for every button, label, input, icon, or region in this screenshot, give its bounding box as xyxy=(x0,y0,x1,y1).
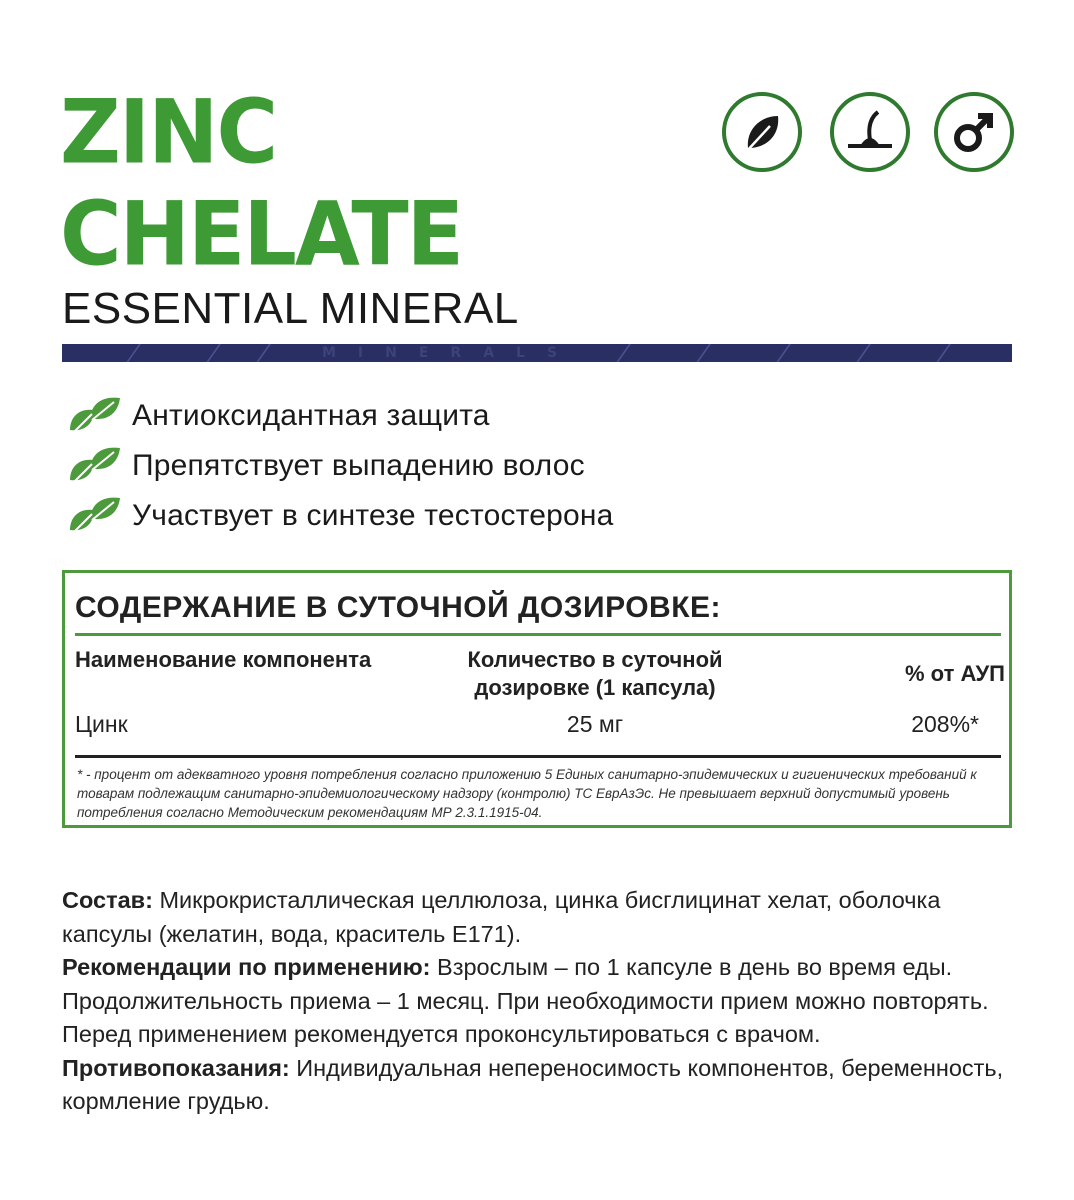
subtitle: ESSENTIAL MINERAL xyxy=(62,284,519,333)
badge-hair xyxy=(830,92,910,172)
badge-male xyxy=(934,92,1014,172)
hair-follicle-icon xyxy=(834,96,906,168)
benefit-item xyxy=(64,438,585,494)
leaves-icon xyxy=(64,440,124,492)
composition-block xyxy=(62,884,1022,1119)
benefit-item xyxy=(64,388,490,444)
leaves-icon xyxy=(64,390,124,442)
contraindications-label: Противопоказания: xyxy=(62,1054,290,1081)
band-text: MINERALS xyxy=(322,345,580,361)
header-qty: Количество в суточной дозировке (1 капсула) xyxy=(467,647,723,700)
divider xyxy=(75,755,1001,758)
title-line-2: CHELATE xyxy=(60,182,463,286)
badge-leaf xyxy=(722,92,802,172)
cell-pct: 208%* xyxy=(911,711,979,737)
title-line-1: ZINC xyxy=(60,80,277,184)
minerals-band xyxy=(62,344,1012,362)
cell-name: Цинк xyxy=(75,711,128,737)
benefit-text: Антиоксидантная защита xyxy=(132,399,490,432)
header-name: Наименование компонента xyxy=(75,647,372,672)
box-title: СОДЕРЖАНИЕ В СУТОЧНОЙ ДОЗИРОВКЕ: xyxy=(75,591,722,624)
benefit-text: Препятствует выпадению волос xyxy=(132,449,585,482)
divider xyxy=(75,633,1001,636)
composition-text: Микрокристаллическая целлюлоза, цинка бисглицинат хелат, оболочка капсулы (желатин, вода, краситель Е171). xyxy=(62,887,941,947)
benefit-text: Участвует в синтезе тестостерона xyxy=(132,499,614,532)
benefit-item xyxy=(64,488,614,544)
leaves-icon xyxy=(64,490,124,542)
usage-label: Рекомендации по применению: xyxy=(62,954,431,980)
footnote: * - процент от адекватного уровня потребления согласно приложению 5 Единых санитарно-эпидемических и гигиенических требований к товарам подлежащим санитарно-эпидемиологическому надзору (контролю) ТС ЕврАзЭс. Не превышает верхний допустимый уровень потребления согласно Методическим рекомендациям МР 2.3.1.1915-04. xyxy=(77,767,977,820)
contraindications-text: Индивидуальная непереносимость компонентов, беременность, кормление грудью. xyxy=(62,1054,1004,1114)
usage-text: Взрослым – по 1 капсуле в день во время еды. Продолжительность приема – 1 месяц. При необходимости прием можно повторять. Перед применением рекомендуется проконсультироваться с врачом. xyxy=(62,954,989,1047)
cell-qty: 25 мг xyxy=(566,711,624,737)
nutrition-box xyxy=(62,570,1012,828)
header-pct: % от АУП xyxy=(905,661,1005,686)
male-symbol-icon xyxy=(938,96,1010,168)
leaf-icon xyxy=(726,96,798,168)
composition-label: Состав: xyxy=(62,887,153,913)
